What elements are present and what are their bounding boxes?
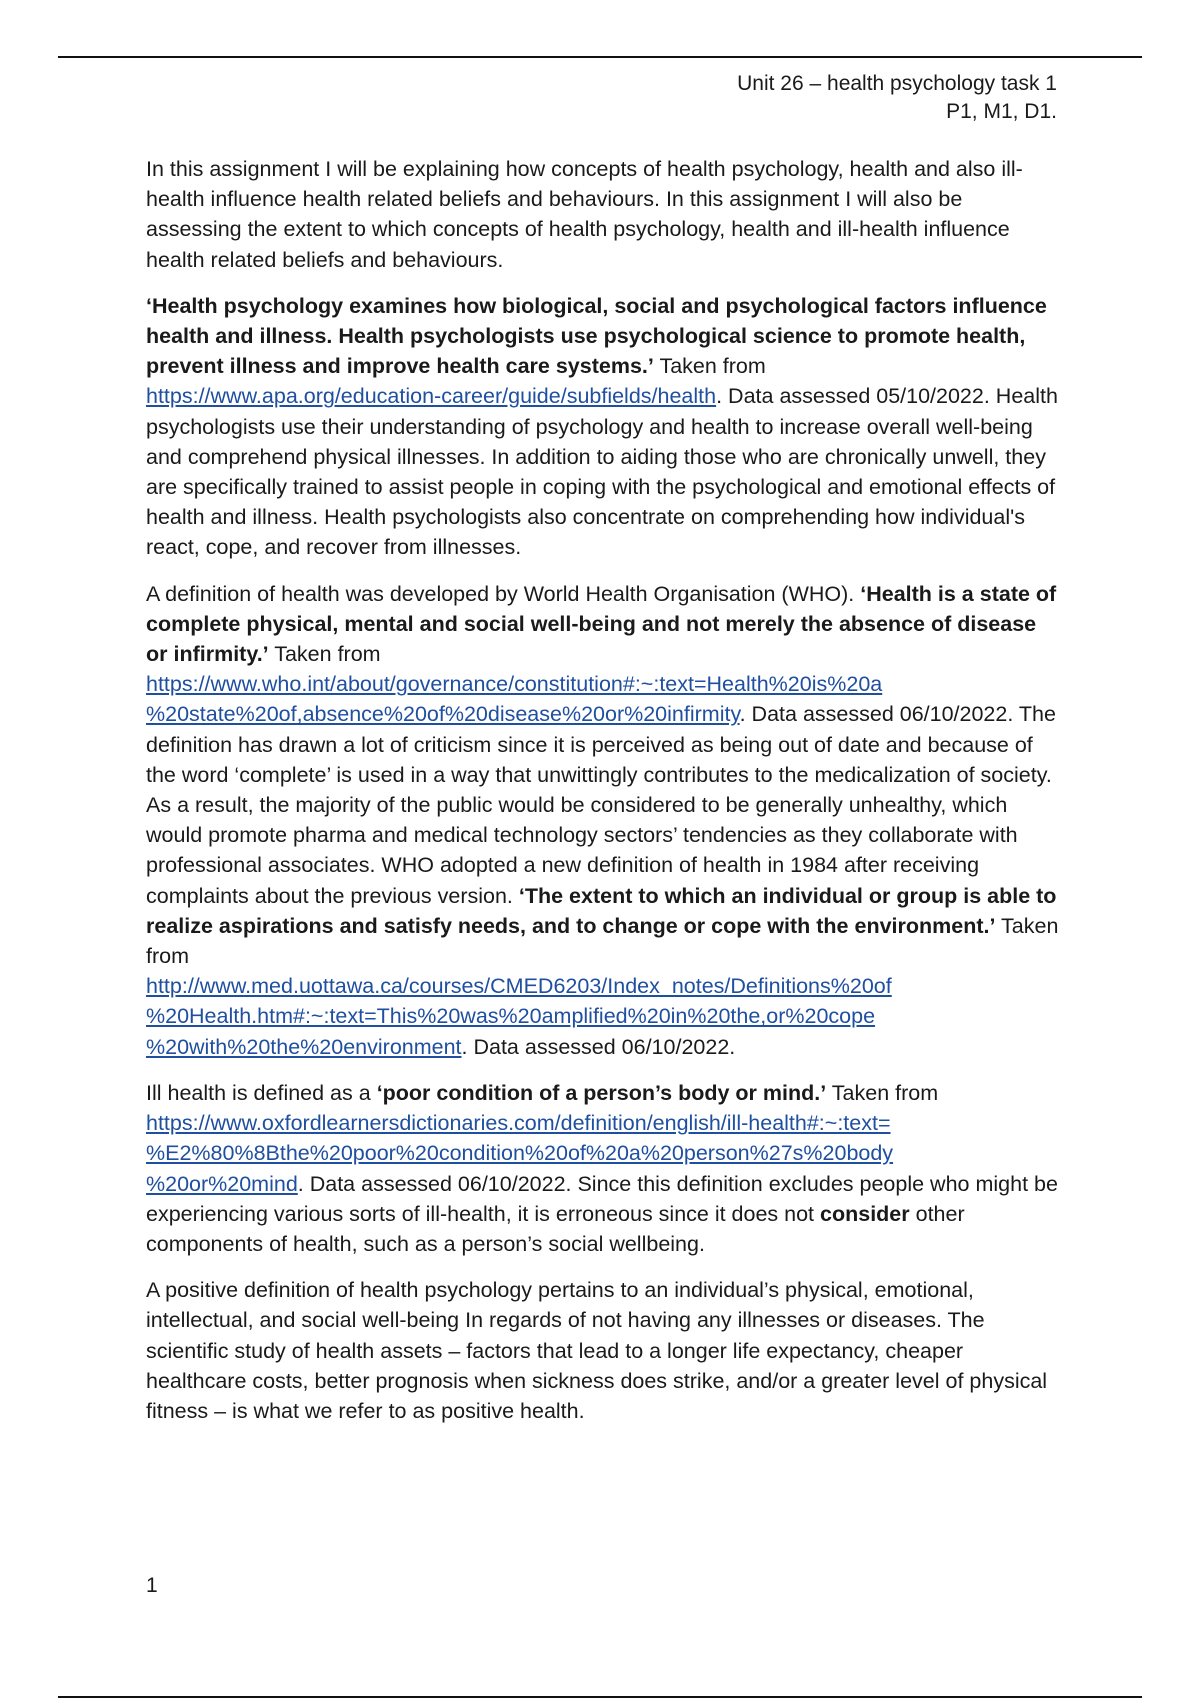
taken-from-text: Taken from: [268, 642, 381, 667]
intro-paragraph: In this assignment I will be explaining how concepts of health psychology, health and also ill-health influence health related beliefs and behaviours. In this assignment I will also be assessing the extent to which concepts of health psychology, health and ill-health influence health related beliefs and behaviours.: [146, 157, 1023, 272]
bottom-rule: [58, 1696, 1142, 1698]
link-line: %20with%20the%20environment: [146, 1034, 462, 1059]
emphasis-word: consider: [820, 1201, 910, 1226]
who-definition-paragraph: [146, 579, 1061, 1062]
top-rule: [58, 56, 1142, 58]
health-psychology-paragraph: [146, 291, 1061, 563]
positive-health-paragraph: A positive definition of health psychology pertains to an individual’s physical, emotional, intellectual, and social well-being In regards of not having any illnesses or diseases. The scientific study of health assets – factors that lead to a longer life expectancy, cheaper healthcare costs, better prognosis when sickness does strike, and/or a greater level of physical fitness – is what we refer to as positive health.: [146, 1278, 1048, 1423]
paragraph-text: Ill health is defined as a: [146, 1080, 377, 1105]
link-line: %20state%20of,absence%20of%20disease%20or%20infirmity: [146, 702, 740, 727]
taken-from-text: Taken from: [826, 1080, 939, 1105]
apa-quote: ‘Health psychology examines how biological, social and psychological factors influence health and illness. Health psychologists use psychological science to promote health, prevent illness and improve health care systems.’: [146, 293, 1047, 379]
link-line: https://www.oxfordlearnersdictionaries.com/definition/english/ill-health#:~:text=: [146, 1111, 891, 1136]
paragraph-text: A definition of health was developed by World Health Organisation (WHO).: [146, 581, 861, 606]
who-quote: ‘Health is a state of complete physical, mental and social well-being and not merely the absence of disease or infirmity.’: [146, 581, 1057, 667]
taken-from-text: Taken from: [653, 354, 766, 379]
link-line: http://www.med.uottawa.ca/courses/CMED6203/Index_notes/Definitions%20of: [146, 974, 892, 999]
header-criteria: P1, M1, D1.: [946, 100, 1057, 123]
paragraph-text: . Data assessed 06/10/2022.: [461, 1034, 736, 1059]
link-line: https://www.who.int/about/governance/constitution#:~:text=Health%20is%20a: [146, 672, 883, 697]
document-body: [146, 154, 1061, 1442]
paragraph-text: . Data assessed 06/10/2022. Since this definition excludes people who might be experiencing various sorts of ill-health, it is erroneous since it does not: [146, 1171, 1058, 1226]
link-line: %20or%20mind: [146, 1171, 298, 1196]
link-line: %20Health.htm#:~:text=This%20was%20amplified%20in%20the,or%20cope: [146, 1004, 876, 1029]
who-1984-quote: ‘The extent to which an individual or group is able to realize aspirations and satisfy needs, and to change or cope with the environment.’: [146, 883, 1057, 938]
ill-health-paragraph: [146, 1078, 1061, 1259]
apa-link[interactable]: https://www.apa.org/education-career/guide/subfields/health: [146, 384, 717, 409]
ill-health-quote: ‘poor condition of a person’s body or mind.’: [376, 1080, 827, 1105]
document-header: [737, 70, 1057, 126]
header-title: Unit 26 – health psychology task 1: [737, 72, 1057, 95]
paragraph-text: . Data assessed 05/10/2022. Health psychologists use their understanding of psychology and health to increase overall well-being and comprehend physical illnesses. In addition to aiding those who are chronically unwell, they are specifically trained to assist people in coping with the psychological and emotional effects of health and illness. Health psychologists also concentrate on comprehending how individual's react, cope, and recover from illnesses.: [146, 384, 1058, 560]
link-line: %E2%80%8Bthe%20poor%20condition%20of%20a%20person%27s%20body: [146, 1141, 894, 1166]
paragraph-text: other components of health, such as a person’s social wellbeing.: [146, 1201, 965, 1256]
page-number: 1: [146, 1574, 158, 1597]
taken-from-text: Taken from: [146, 913, 1059, 969]
paragraph-text: . Data assessed 06/10/2022. The definition has drawn a lot of criticism since it is perceived as being out of date and because of the word ‘complete’ is used in a way that unwittingly contributes to the medicalization of society. As a result, the majority of the public would be considered to be generally unhealthy, which would promote pharma and medical technology sectors’ tendencies as they collaborate with professional associates. WHO adopted a new definition of health in 1984 after receiving complaints about the previous version.: [146, 702, 1056, 908]
